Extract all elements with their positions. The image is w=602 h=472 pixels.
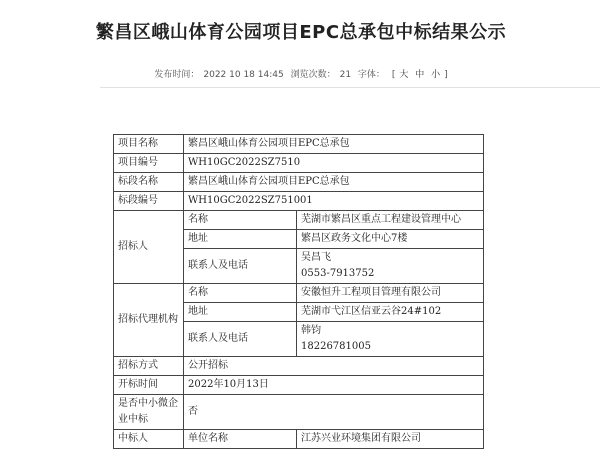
bracket-close: ] — [444, 70, 448, 80]
table-row — [114, 430, 484, 449]
agency-contact-name: 韩钧 — [301, 325, 321, 336]
article-meta — [0, 67, 602, 80]
tenderer-contact-value — [297, 249, 484, 284]
agency-name-label: 名称 — [184, 284, 297, 303]
tenderer-contact-name: 吴昌飞 — [301, 252, 331, 263]
project-name-value: 繁昌区峨山体育公园项目EPC总承包 — [184, 135, 484, 154]
open-time-value: 2022年10月13日 — [184, 376, 484, 395]
method-value: 公开招标 — [184, 357, 484, 376]
sme-value: 否 — [184, 395, 484, 430]
font-size-label: 字体： — [357, 70, 385, 80]
tenderer-contact-phone: 0553-7913752 — [301, 268, 375, 279]
font-size-medium-link[interactable]: 中 — [415, 70, 425, 80]
method-label: 招标方式 — [114, 357, 184, 376]
tenderer-address-value: 繁昌区政务文化中心7楼 — [297, 230, 484, 249]
agency-contact-label: 联系人及电话 — [184, 322, 297, 357]
view-count: 21 — [339, 70, 352, 80]
tenderer-contact-label: 联系人及电话 — [184, 249, 297, 284]
table-row — [114, 395, 484, 430]
section-name-value: 繁昌区峨山体育公园项目EPC总承包 — [184, 173, 484, 192]
section-code-value: WH10GC2022SZ751001 — [184, 192, 484, 211]
table-row — [114, 284, 484, 303]
page-title: 繁昌区峨山体育公园项目EPC总承包中标结果公示 — [95, 22, 507, 43]
agency-address-value: 芜湖市弋江区信亚云谷24#102 — [297, 303, 484, 322]
header-divider — [100, 87, 600, 88]
tenderer-address-label: 地址 — [184, 230, 297, 249]
table-row — [114, 192, 484, 211]
tenderer-name-label: 名称 — [184, 211, 297, 230]
agency-contact-phone: 18226781005 — [301, 341, 371, 352]
project-code-value: WH10GC2022SZ7510 — [184, 154, 484, 173]
publish-time: 2022 10 18 14:45 — [203, 70, 284, 80]
agency-address-label: 地址 — [184, 303, 297, 322]
views-label: 浏览次数： — [290, 70, 336, 80]
winner-label: 中标人 — [114, 430, 184, 449]
table-row — [114, 376, 484, 395]
table-row — [114, 135, 484, 154]
section-code-label: 标段编号 — [114, 192, 184, 211]
agency-label: 招标代理机构 — [114, 284, 184, 357]
bracket-open: [ — [391, 70, 396, 80]
table-row — [114, 154, 484, 173]
winner-name-value: 江苏兴业环境集团有限公司 — [297, 430, 484, 449]
tenderer-name-value: 芜湖市繁昌区重点工程建设管理中心 — [297, 211, 484, 230]
section-name-label: 标段名称 — [114, 173, 184, 192]
winner-name-label: 单位名称 — [184, 430, 297, 449]
table-row — [114, 211, 484, 230]
project-name-label: 项目名称 — [114, 135, 184, 154]
font-size-large-link[interactable]: 大 — [399, 70, 409, 80]
agency-contact-value — [297, 322, 484, 357]
table-row — [114, 357, 484, 376]
publish-time-label: 发布时间： — [154, 70, 200, 80]
agency-name-value: 安徽恒升工程项目管理有限公司 — [297, 284, 484, 303]
table-row — [114, 173, 484, 192]
font-size-small-link[interactable]: 小 — [431, 70, 441, 80]
tenderer-label: 招标人 — [114, 211, 184, 284]
project-code-label: 项目编号 — [114, 154, 184, 173]
sme-label: 是否中小微企业中标 — [114, 395, 184, 430]
open-time-label: 开标时间 — [114, 376, 184, 395]
bid-result-table — [113, 134, 484, 449]
